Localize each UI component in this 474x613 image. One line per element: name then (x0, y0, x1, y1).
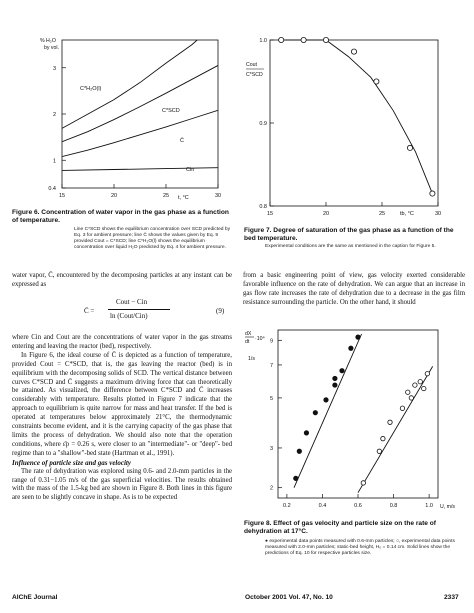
data-point-2-0mm (388, 420, 392, 424)
x-axis-label: tb, °C (400, 211, 414, 217)
figure-8-caption: ● experimental data points measured with 0.6-mm particles; ○, experimental data points measured with 2.0-mm particles; static-bed height, H₀ = 0.14 cm. Solid lines show the predictions of Eq. 10 for respective particles size. (265, 539, 455, 556)
y-tick-label: 2 (269, 485, 273, 492)
x-tick-label: 0.4 (318, 503, 327, 509)
equation-number: (9) (216, 307, 225, 315)
figure-6-chart (10, 28, 230, 203)
figure-8-chart (242, 318, 468, 518)
x-axis-label: U, m/s (440, 504, 455, 510)
data-point (323, 37, 328, 42)
data-point-2-0mm (381, 436, 385, 440)
paragraph: water vapor, C̄, encountered by the decomposing particles at any instant can be expressed as (12, 272, 232, 288)
data-point (407, 145, 412, 150)
data-point (430, 191, 435, 196)
series-c-scd (62, 65, 218, 141)
series-c-bar (62, 110, 218, 156)
data-point-2-0mm (377, 449, 381, 453)
y-axis-unit: % H₂O (40, 38, 56, 44)
data-point-0-6mm (324, 398, 328, 402)
y-tick-label: 0.4 (48, 186, 56, 192)
x-tick-label: 15 (266, 211, 274, 217)
x-tick-label: 25 (378, 211, 386, 217)
paragraph: from a basic engineering point of view, gas velocity exerted considerable favorable influence on the rate of dehydration. We can argue that an increase in gas flow rate increases the rate of dehydration due to a decrease in the gas film resistance surrounding the particle. On the other hand, it should (243, 272, 465, 306)
data-point-0-6mm (333, 376, 337, 380)
data-point-0-6mm (333, 383, 337, 387)
x-tick-label: 25 (162, 193, 170, 199)
x-tick-label: 0.6 (354, 503, 362, 509)
x-tick-label: 0.8 (389, 503, 398, 509)
left-column-intro (12, 272, 232, 290)
y-tick-label: 7 (269, 362, 273, 369)
y-tick-label: 3 (52, 65, 56, 72)
x-tick-label: 30 (434, 211, 442, 217)
fit-line (294, 334, 362, 488)
y-axis-label: dX (245, 331, 252, 337)
figure-6-title: Figure 6. Concentration of water vapor in the gas phase as a function of temperature. (12, 209, 229, 224)
data-point-2-0mm (422, 386, 426, 390)
y-tick-label: 3 (269, 445, 273, 452)
x-axis-label: t, °C (178, 195, 189, 201)
x-tick-label: 0.2 (283, 503, 291, 509)
x-tick-label: 20 (322, 211, 330, 217)
y-axis-label: Cout (246, 62, 257, 68)
series-label: C*SCD (162, 108, 180, 114)
data-point (301, 37, 306, 42)
data-point (279, 37, 284, 42)
figure-7-chart (240, 28, 468, 223)
equation-lhs: C̄ = (84, 307, 95, 315)
data-point-2-0mm (406, 390, 410, 394)
figure-7-title: Figure 7. Degree of saturation of the gas phase as a function of the bed temperature. (244, 227, 454, 242)
y-tick-label: 1 (52, 158, 56, 165)
figure-8 (242, 318, 468, 518)
left-column-body (12, 334, 232, 503)
data-point-2-0mm (409, 396, 413, 400)
data-point (351, 49, 356, 54)
y-tick-label: 0.8 (259, 204, 267, 210)
x-tick-label: 1.0 (425, 503, 433, 509)
y-tick-label: 0.9 (259, 121, 267, 127)
footer-journal: AIChE Journal (12, 594, 58, 601)
data-point (374, 79, 379, 84)
equation-9 (12, 296, 232, 330)
data-point-0-6mm (297, 449, 301, 453)
plot-frame (270, 40, 438, 206)
y-tick-label: 9 (269, 338, 273, 345)
data-point-2-0mm (413, 383, 417, 387)
y-axis-label: ·10⁴ (255, 336, 265, 342)
y-axis-label: dt (245, 339, 250, 345)
right-column-body (243, 272, 465, 308)
figure-7-caption: Experimental conditions are the same as mentioned in the caption for Figure 5. (265, 244, 436, 249)
data-point-2-0mm (361, 481, 365, 485)
figure-8-title: Figure 8. Effect of gas velocity and particle size on the rate of dehydration at 17°C. (244, 520, 436, 535)
paragraph: where Cin and Cout are the concentrations of water vapor in the gas streams entering and leaving the reactor (bed), respectively. (12, 334, 232, 350)
data-point-0-6mm (349, 346, 353, 350)
equation-numerator: Cout − Cin (116, 298, 148, 306)
series-label: Cin (186, 167, 195, 173)
x-tick-label: 20 (110, 193, 118, 199)
data-point-0-6mm (294, 476, 298, 480)
x-tick-label: 30 (214, 193, 222, 199)
data-point-2-0mm (418, 379, 422, 383)
equation-fraction-bar (108, 309, 170, 310)
figure-6 (10, 28, 230, 203)
fit-line (358, 366, 433, 492)
y-axis-unit: 1/s (248, 356, 255, 362)
y-tick-label: 2 (52, 112, 56, 118)
figure-7 (240, 28, 468, 223)
data-point-2-0mm (400, 406, 404, 410)
data-point-0-6mm (356, 335, 360, 339)
plot-frame (278, 330, 438, 498)
series-label: C̄ (180, 138, 184, 144)
section-heading: Influence of particle size and gas velocity (12, 458, 131, 467)
paragraph: In Figure 6, the ideal course of C̄ is depicted as a function of temperature, provided Cout = C*SCD, that is, the gas leaving the reactor (bed) is in equilibrium with the decomposing solids of SCD. The vertical distance between curves C*SCD and C̄ suggests a maximum driving force that can theoretically be attained. As visualized, the difference between C*SCD and C̄ increases considerably with temperature. Results plotted in Figure 7 indicate that the approach to equilibrium is quite narrow for mass and heat transfer. If the bed is operated at temperatures below approximately 21°C, the thermodynamic constraints become evident, and it is the carrying capacity of the gas phase that limits the process of dehydration. We should also note that the operation conditions, where ε̄p = 0.26 s, were closer to an "intermediate"- or "deep"- bed regime than to a "shallow"-bed state (Hartman et al., 1991). (12, 351, 232, 457)
series-c-in (62, 168, 218, 171)
y-axis-label: C*SCD (246, 72, 263, 78)
plot-frame (62, 40, 218, 188)
figure-6-caption: Line C*SCD shows the equilibrium concentration over SCD predicted by Eq. 3 for ambient pressure; line C̄ shows the values given by Eq. 9 provided Cout = C*SCD; line C*H₂O(l) shows the equilibrium concentration over liquid H₂O predicted by Eq. 4 for ambient pressure. (74, 227, 231, 250)
footer-issue: October 2001 Vol. 47, No. 10 (245, 594, 333, 601)
equation-denominator: ln (Cout/Cin) (110, 312, 148, 320)
data-point-0-6mm (340, 369, 344, 373)
series-label: C*H₂O(l) (80, 86, 102, 92)
data-point-0-6mm (313, 410, 317, 414)
y-axis-unit: by vol. (44, 45, 59, 51)
saturation-curve (281, 40, 432, 194)
data-point-2-0mm (425, 372, 429, 376)
y-tick-label: 5 (269, 395, 273, 402)
footer-page-number: 2337 (444, 594, 459, 601)
y-tick-label: 1.0 (259, 38, 267, 44)
x-tick-label: 15 (58, 193, 66, 199)
data-point-0-6mm (304, 431, 308, 435)
paragraph: The rate of dehydration was explored using 0.6- and 2.0-mm particles in the range of 0.31−1.05 m/s of the gas superficial velocities. The results obtained with the mass of the 1.5-kg bed are shown in Figure 8. Both lines in this figure are seen to be slightly concave in shape. As is to be expected (12, 467, 232, 502)
